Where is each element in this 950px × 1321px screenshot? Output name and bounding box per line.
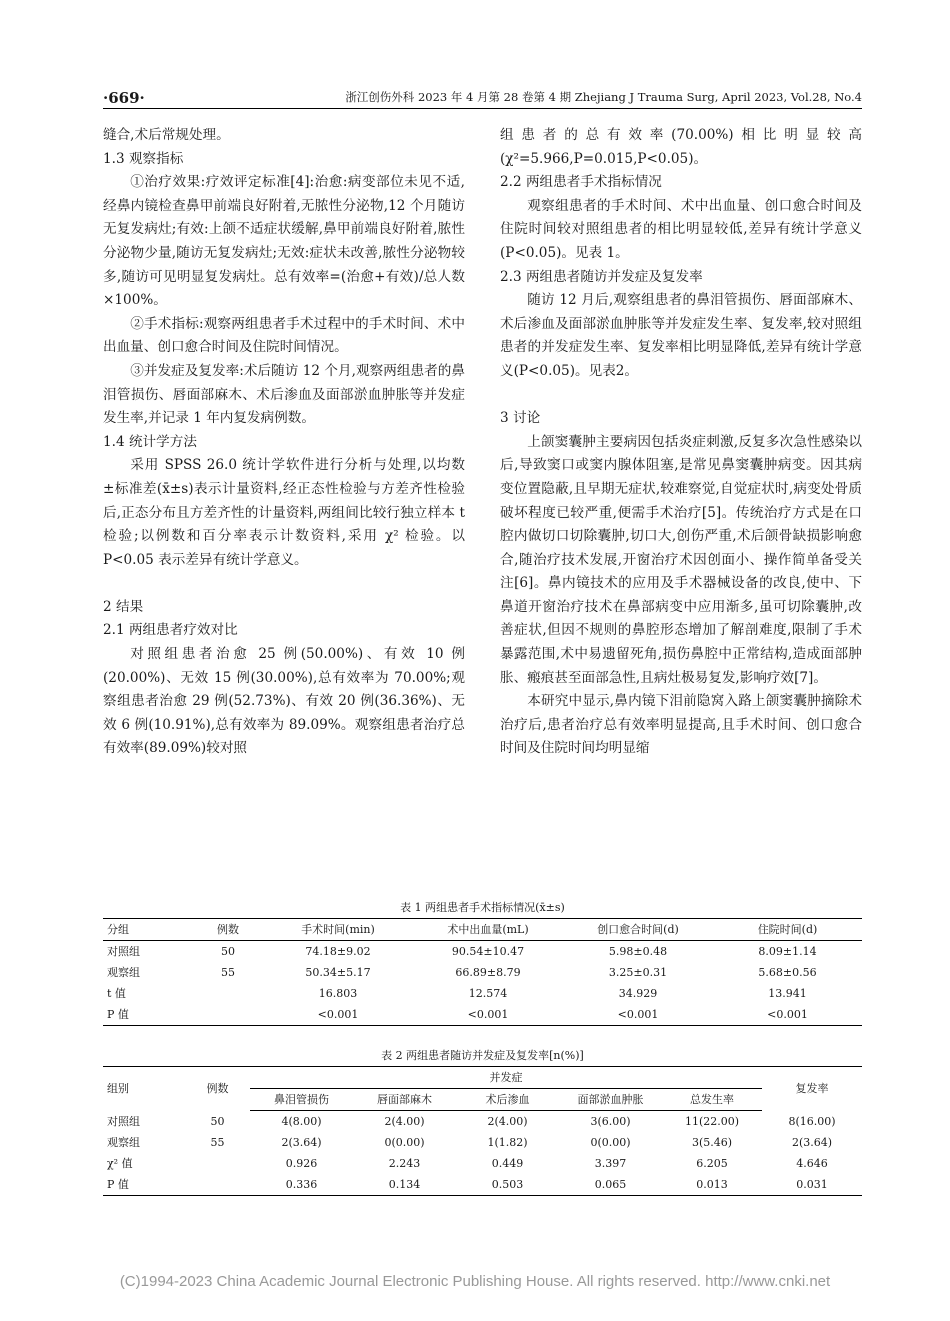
left-column [103, 124, 465, 761]
section-heading: 2 结果 [103, 598, 144, 615]
table-cell: <0.001 [767, 1008, 808, 1021]
table-cell: 0.013 [696, 1178, 728, 1191]
table-cell: 3.397 [594, 1157, 627, 1170]
table-row [103, 1174, 862, 1196]
table-caption: 表 2 两组患者随访并发症及复发率[n(%)] [381, 1049, 584, 1062]
column-header: 鼻泪管损伤 [250, 1089, 353, 1111]
table-cell: 2(4.00) [487, 1115, 528, 1128]
table-header-row [103, 1067, 862, 1089]
text-line: 缝合,术后常规处理。 [103, 127, 230, 143]
subsection-heading: 2.1 两组患者疗效对比 [103, 622, 238, 639]
subsection-heading: 2.3 两组患者随访并发症及复发率 [500, 268, 703, 285]
table-cell: 0.031 [796, 1178, 828, 1191]
subsection-heading: 1.4 统计学方法 [103, 433, 197, 450]
table-caption: 表 1 两组患者手术指标情况(x̄±s) [400, 901, 565, 914]
table-cell: 50 [210, 1114, 225, 1128]
table-cell: <0.001 [467, 1008, 509, 1021]
paragraph: 随访 12 月后,观察组患者的鼻泪管损伤、唇面部麻木、术后渗血及面部淤血肿胀等并发症发生率、复发率,较对照组患者的并发症发生率、复发率相比明显降低,差异有统计学意义(P<0.05)。见表2。 [500, 292, 862, 379]
table-cell: 55 [221, 966, 235, 979]
table-cell: 6.205 [696, 1157, 728, 1170]
table-cell: 1(1.82) [487, 1136, 528, 1149]
table-cell: 50.34±5.17 [305, 966, 371, 979]
column-group-header: 并发症 [489, 1071, 523, 1084]
table-1 [103, 898, 862, 1026]
table-cell [185, 1153, 250, 1174]
table-header-row [103, 919, 862, 941]
table-cell: 8.09±1.14 [758, 945, 817, 958]
column-header: 术后渗血 [456, 1089, 559, 1111]
table-cell: 观察组 [107, 966, 140, 979]
table-row [103, 1111, 862, 1133]
table-cell [193, 1004, 263, 1026]
table-cell: P 值 [107, 1178, 129, 1191]
paragraph: ①治疗效果:疗效评定标准[4]:治愈:病变部位未见不适,经鼻内镜检查鼻甲前端良好附着,无脓性分泌物,12 个月随访无复发病灶;有效:上颌不适症状缓解,鼻甲前端良好附着,脓性分泌物少量,随访无复发病灶;无效:症状未改善,脓性分泌物较多,随访可见明显复发病灶。总有效率=(治愈+有效)/总人数×100%。 [103, 174, 465, 309]
table-cell: t 值 [107, 987, 126, 1000]
table-cell: 对照组 [107, 1114, 140, 1128]
table-cell: 8(16.00) [788, 1114, 836, 1128]
paragraph: 观察组患者的手术时间、术中出血量、创口愈合时间及住院时间较对照组患者的相比明显较低,差异有统计学意义(P<0.05)。见表 1。 [500, 197, 862, 261]
table-cell: P 值 [107, 1008, 129, 1021]
table-cell: 5.98±0.48 [608, 945, 668, 958]
table-cell [185, 1174, 250, 1196]
table-row [103, 1153, 862, 1174]
column-header: 例数 [206, 1082, 229, 1096]
table-cell: 16.803 [318, 987, 358, 1000]
page-number: ·669· [103, 89, 145, 107]
column-header: 手术时间(min) [263, 919, 413, 941]
subsection-heading: 2.2 两组患者手术指标情况 [500, 174, 662, 191]
column-header: 复发率 [795, 1082, 829, 1096]
table-cell: 0(0.00) [590, 1136, 631, 1149]
column-header: 例数 [193, 919, 263, 941]
table-1-grid [103, 918, 862, 1026]
table-cell: <0.001 [617, 1008, 659, 1021]
table-cell: <0.001 [317, 1008, 359, 1021]
table-cell: 2(4.00) [384, 1115, 425, 1128]
table-row [103, 1132, 862, 1153]
table-cell: 3(6.00) [590, 1115, 631, 1128]
table-cell: 0(0.00) [384, 1136, 425, 1149]
table-cell: 2(3.64) [791, 1136, 833, 1149]
table-row [103, 1004, 862, 1026]
table-cell: 对照组 [107, 945, 140, 958]
paragraph: 对照组患者治愈 25 例(50.00%)、有效 10 例(20.00%)、无效 15 例(30.00%),总有效率为 70.00%;观察组患者治愈 29 例(52.73%)、有效 20 例(36.36%)、无效 6 例(10.91%),总有效率为 89.09%。观察组患者治疗总有效率(89.09%)较对照 [103, 646, 465, 757]
table-cell: 4(8.00) [281, 1115, 322, 1128]
right-column [500, 124, 862, 761]
running-header [103, 86, 862, 109]
paragraph: 上颌窦囊肿主要病因包括炎症刺激,反复多次急性感染以后,导致窦口或窦内腺体阻塞,是常见鼻窦囊肿病变。因其病变位置隐蔽,且早期无症状,较难察觉,自觉症状时,病变处骨质破坏程度已较严重,便需手术治疗[5]。传统治疗方式是在口腔内做切口切除囊肿,切口大,创伤严重,术后颌骨缺损影响愈合,随治疗技术发展,开窗治疗术因创面小、操作简单备受关注[6]。鼻内镜技术的应用及手术器械设备的改良,使中、下鼻道开窗治疗技术在鼻部病变中应用渐多,虽可切除囊肿,改善症状,但因不规则的鼻腔形态增加了解剖难度,限制了手术暴露范围,术中易遗留死角,损伤鼻腔中正常结构,造成面部肿胀、瘢痕甚至面部急性,且病灶极易复发,影响疗效[7]。 [500, 433, 862, 686]
column-header: 术中出血量(mL) [413, 919, 563, 941]
copyright-footer: (C)1994-2023 China Academic Journal Electronic Publishing House. All rights reserved. http://www.cnki.net [119, 1273, 831, 1290]
table-cell: 0.926 [285, 1157, 318, 1170]
table-row [103, 983, 862, 1004]
column-header: 创口愈合时间(d) [563, 919, 713, 941]
table-cell: 34.929 [618, 987, 658, 1000]
table-cell: 4.646 [796, 1157, 828, 1170]
table-cell: 55 [210, 1136, 225, 1149]
table-cell [193, 983, 263, 1004]
paragraph: 采用 SPSS 26.0 统计学软件进行分析与处理,以均数±标准差(x̄±s)表示计量资料,经正态性检验与方差齐性检验后,正态分布且方差齐性的计量资料,两组间比较行独立样本 t 检验;以例数和百分率表示计数资料,采用 χ² 检验。以 P<0.05 表示差异有统计学意义。 [103, 457, 465, 568]
table-cell: 74.18±9.02 [305, 945, 371, 958]
table-cell: 90.54±10.47 [451, 945, 525, 958]
subsection-heading: 1.3 观察指标 [103, 150, 184, 167]
table-cell: 3.25±0.31 [608, 966, 668, 979]
column-header: 面部淤血肿胀 [559, 1089, 662, 1111]
table-2-grid [103, 1066, 862, 1196]
table-cell: 3(5.46) [691, 1136, 733, 1149]
paragraph: ③并发症及复发率:术后随访 12 个月,观察两组患者的鼻泪管损伤、唇面部麻木、术后渗血及面部淤血肿胀等并发症发生率,并记录 1 年内复发病例数。 [103, 362, 465, 427]
table-cell: 50 [221, 945, 235, 958]
column-header: 住院时间(d) [713, 919, 862, 941]
table-cell: 0.449 [491, 1157, 524, 1170]
paragraph: ②手术指标:观察两组患者手术过程中的手术时间、术中出血量、创口愈合时间及住院时间情况。 [103, 315, 465, 356]
table-cell: 13.941 [768, 987, 807, 1000]
column-header: 组别 [107, 1082, 129, 1096]
table-cell: 0.503 [491, 1178, 524, 1191]
column-header: 总发生率 [662, 1089, 762, 1111]
column-header: 分组 [103, 919, 193, 941]
table-cell: 2(3.64) [281, 1136, 322, 1149]
table-2 [103, 1046, 862, 1196]
paragraph: 本研究中显示,鼻内镜下泪前隐窝入路上颌窦囊肿摘除术治疗后,患者治疗总有效率明显提高,且手术时间、创口愈合时间及住院时间均明显缩 [500, 693, 862, 757]
table-cell: 66.89±8.79 [455, 966, 521, 979]
table-cell: 0.336 [285, 1178, 318, 1191]
section-heading: 3 讨论 [500, 410, 541, 427]
table-cell: 5.68±0.56 [758, 966, 817, 979]
table-row [103, 962, 862, 983]
journal-citation: 浙江创伤外科 2023 年 4 月第 28 卷第 4 期 Zhejiang J Trauma Surg, April 2023, Vol.28, No.4 [345, 90, 862, 104]
text-line: 组患者的总有效率(70.00%)相比明显较高(χ²=5.966,P=0.015,P<0.05)。 [500, 127, 862, 167]
table-cell: 观察组 [107, 1136, 140, 1149]
table-row [103, 941, 862, 963]
table-cell: 12.574 [468, 987, 508, 1000]
table-cell: 2.243 [388, 1157, 421, 1170]
table-cell: 0.134 [388, 1178, 421, 1191]
table-cell: 0.065 [594, 1178, 627, 1191]
table-cell: χ² 值 [107, 1157, 133, 1170]
column-header: 唇面部麻木 [353, 1089, 456, 1111]
table-cell: 11(22.00) [684, 1115, 740, 1128]
